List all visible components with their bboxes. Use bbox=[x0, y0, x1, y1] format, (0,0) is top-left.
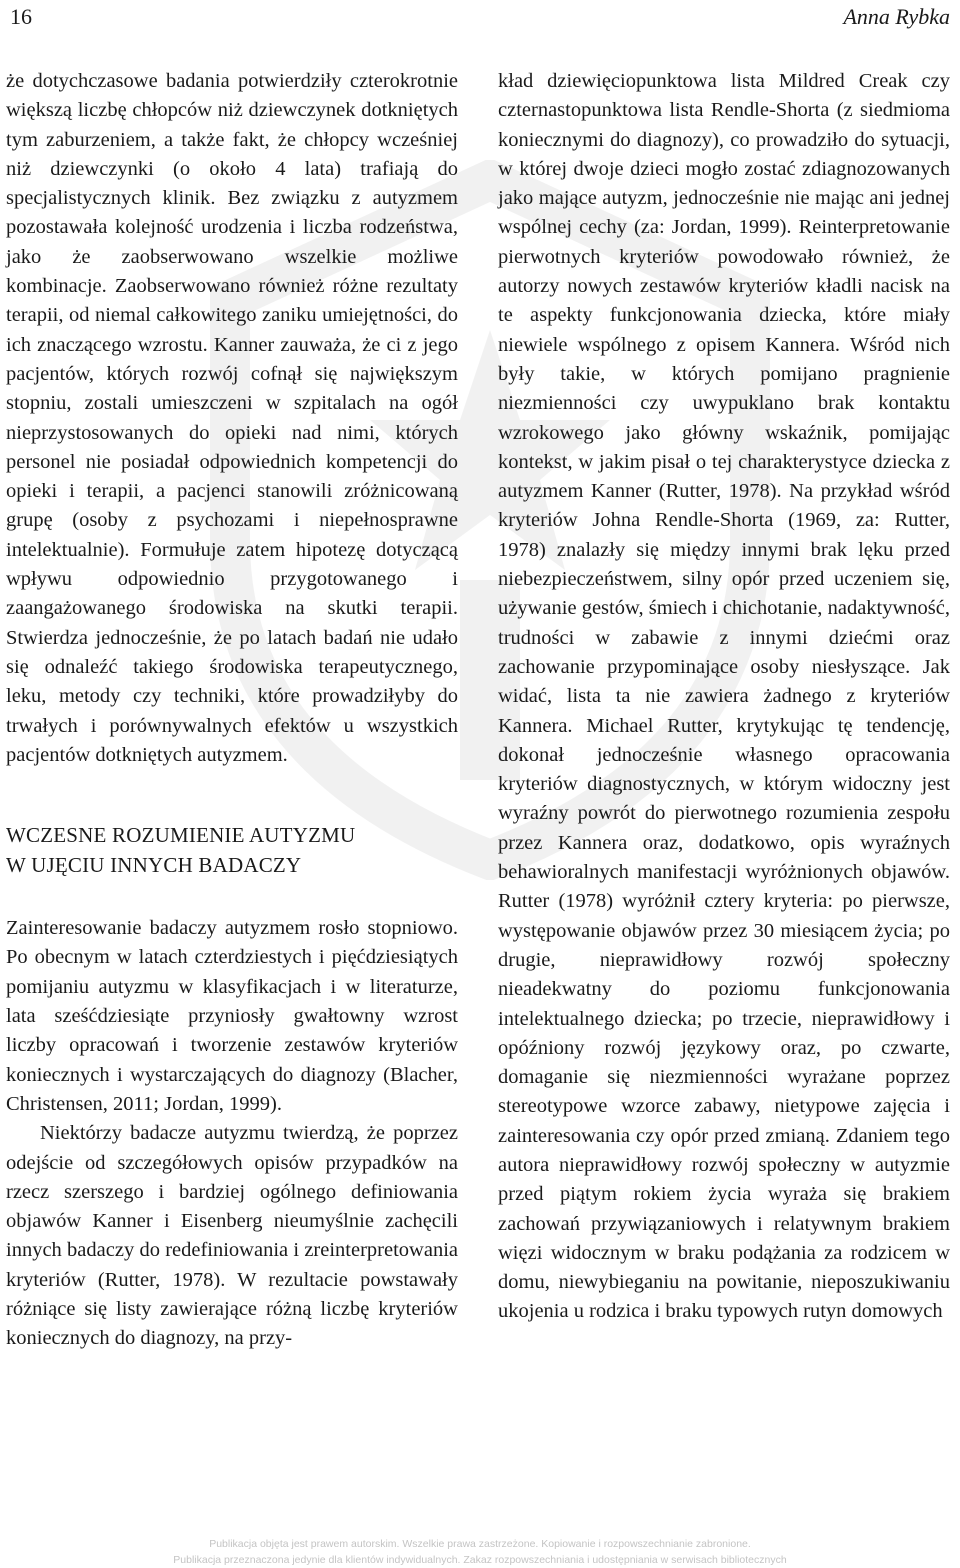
running-head-author: Anna Rybka bbox=[843, 4, 950, 29]
section-heading-line-2: W UJĘCIU INNYCH BADACZY bbox=[6, 853, 302, 878]
right-column bbox=[498, 67, 950, 1327]
footer-line-2: Publikacja przeznaczona jedynie dla klientów indywidualnych. Zakaz rozpowszechniania i udostępniania w serwisach bibliotecznych bbox=[173, 1554, 787, 1566]
body-paragraph: Niektórzy badacze autyzmu twierdzą, że poprzez odejście od szczegółowych opisów przypadków na rzecz szerszego i bardziej ogólnego definiowania objawów Kanner i Eisenberg nieumyślnie zachęcili innych badaczy do redefiniowania i zreinterpretowania kryteriów (Rutter, 1978). W rezultacie powstawały różniące się listy zawierające różną liczbę kryteriów koniecznych do diagnozy, na przy- bbox=[6, 1122, 458, 1350]
left-column bbox=[6, 67, 458, 1354]
body-paragraph: kład dziewięciopunktowa lista Mildred Creak czy czternastopunktowa lista Rendle-Shorta (z siedmioma koniecznymi do diagnozy), co prowadziło do sytuacji, w której dwoje dzieci mogło zostać zdiagnozowanych jako mające autyzm, jednocześnie nie mając ani jednej wspólnej cechy (za: Jordan, 1999). Reinterpretowanie pierwotnych kryteriów powodowało również, że autorzy nowych zestawów kryteriów kładli nacisk na te aspekty funkcjonowania dziecka, które miały niewiele wspólnego z opisem Kannera. Wśród nich były takie, w których pomijano pragnienie niezmienności czy uwypuklano brak kontaktu wzrokowego jako główny wskaźnik, pomijając kontekst, w jakim pisał o tej charakterystyce dziecka z autyzmem Kanner (Rutter, 1978). Na przykład wśród kryteriów Johna Rendle-Shorta (1969, za: Rutter, 1978) znalazły się między innymi brak lęku przed niebezpieczeństwem, silny opór przed uczeniem się, używanie gestów, śmiech i chichotanie, nadaktywność, trudności w zabawie z innymi dziećmi oraz zachowanie przypominające osoby niesłyszące. Jak widać, lista ta nie zawiera żadnego z kryteriów Kannera. Michael Rutter, krytykując tę tendencję, dokonał jednocześnie własnego opracowania kryteriów diagnostycznych, w którym widoczny jest wyraźny powrót do pierwotnego rozumienia zespołu przez Kannera oraz, dodatkowo, opis wyraźnych behawioralnych manifestacji wyróżnionych objawów. Rutter (1978) wyróżnił cztery kryteria: po pierwsze, występowanie objawów przez 30 miesiącem życia; po drugie, nieprawidłowy rozwój społeczny nieadekwatny do poziomu funkcjonowania intelektualnego dziecka; po trzecie, nieprawidłowy i opóźniony rozwój językowy oraz, po czwarte, domaganie się niezmienności wyrażane poprzez stereotypowe wzorce zabawy, nietypowe zajęcia i zainteresowania czy opór przed zmianą. Zdaniem tego autora nieprawidłowy rozwój społeczny w autyzmie przed piątym rokiem życia wyraża się brakiem zachowań przywiązaniowych i relatywnym brakiem więzi widocznym w braku podążania za rodzicem w domu, niewybieganiu na powitanie, nieposzukiwaniu ukojenia u rodzica i braku typowych rutyn domowych bbox=[498, 70, 950, 1323]
page-number: 16 bbox=[10, 4, 32, 29]
footer-line-1: Publikacja objęta jest prawem autorskim. Wszelkie prawa zastrzeżone. Kopiowanie i rozpowszechnianie zabronione. bbox=[209, 1538, 751, 1550]
section-heading bbox=[6, 820, 458, 880]
body-paragraph: że dotychczasowe badania potwierdziły czterokrotnie większą liczbę chłopców niż dziewczynek dotkniętych tym zaburzeniem, a także fakt, że chłopcy wcześniej niż dziewczynki (o około 4 lata) trafiają do specjalistycznych klinik. Bez związku z autyzmem pozostawała kolejność urodzenia i liczba rodzeństwa, jako że zaobserwowano wszelkie możliwe kombinacje. Zaobserwowano również różne rezultaty terapii, od niemal całkowitego zaniku umiejętności, do ich znaczącego wzrostu. Kanner zauważa, że ci z jego pacjentów, których rozwój cofnął się największym stopniu, zostali umieszczeni w szpitalach na ogół nieprzystosowanych do opieki nad nimi, których personel nie posiadał odpowiednich kompetencji do opieki i terapii, a pacjenci stanowili zróżnicowaną grupę (osoby z psychozami i niepełnosprawne intelektualnie). Formułuje zatem hipotezę dotyczącą wpływu odpowiednio przygotowanego i zaangażowanego środowiska na skutki terapii. Stwierdza jednocześnie, że po latach badań nie udało się odnaleźć takiego środowiska terapeutycznego, leku, metody czy techniki, które prowadziłyby do trwałych i porównywalnych efektów u wszystkich pacjentów dotkniętych autyzmem. bbox=[6, 70, 458, 766]
section-heading-line-1: WCZESNE ROZUMIENIE AUTYZMU bbox=[6, 823, 356, 848]
copyright-footer bbox=[0, 1536, 960, 1568]
body-paragraph: Zainteresowanie badaczy autyzmem rosło stopniowo. Po obecnym w latach czterdziestych i pięćdziesiątych pomijaniu autyzmu w klasyfikacjach i w literaturze, lata sześćdziesiąte przyniosły gwałtowny wzrost liczby opracowań i tworzenie zestawów kryteriów koniecznych i wystarczających do diagnozy (Blacher, Christensen, 2011; Jordan, 1999). bbox=[6, 917, 458, 1115]
